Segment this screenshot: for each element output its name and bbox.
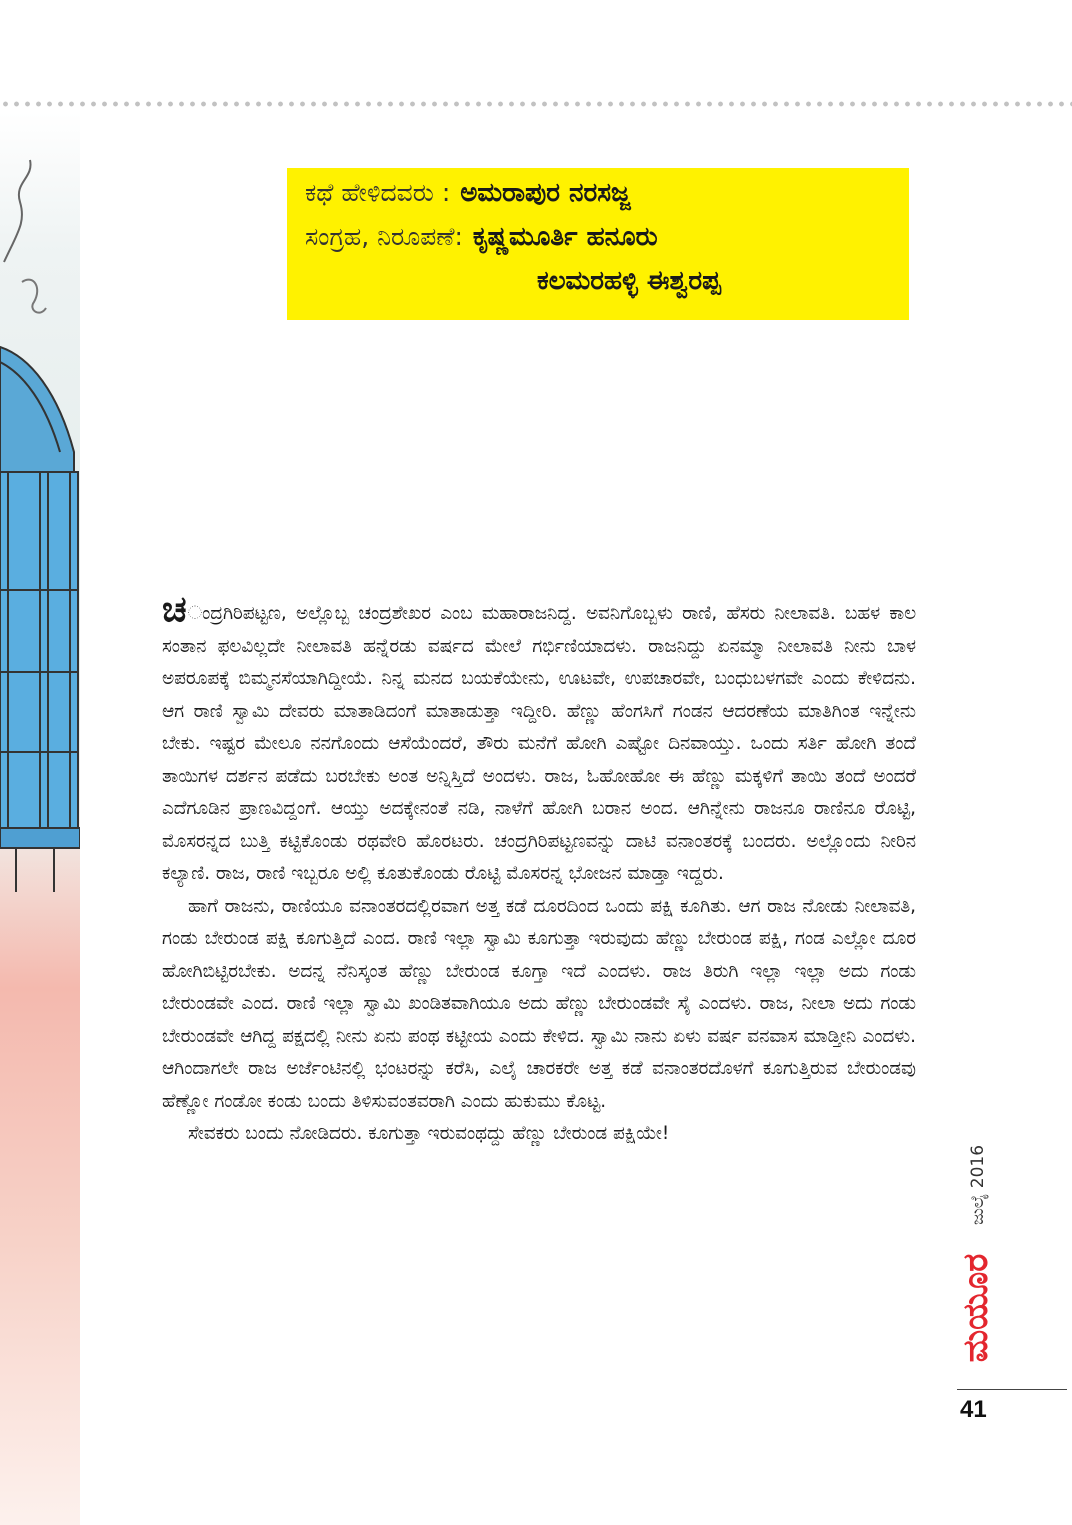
compiler-line-2	[305, 266, 891, 310]
folio-divider	[957, 1389, 1067, 1390]
compiler-line	[305, 222, 891, 266]
narrator-label: ಕಥೆ ಹೇಳಿದವರು :	[305, 178, 451, 207]
story-body	[162, 589, 916, 1151]
compiler-name-1: ಕೃಷ್ಣಮೂರ್ತಿ ಹನೂರು	[472, 222, 658, 252]
building-illustration	[0, 112, 80, 1525]
credits-box	[287, 168, 909, 320]
story-paragraph-1	[162, 589, 916, 891]
drop-cap: ಚ	[162, 589, 187, 630]
story-paragraph-3: ಸೇವಕರು ಬಂದು ನೋಡಿದರು. ಕೂಗುತ್ತಾ ಇರುವಂಥದ್ದು ಹೆಣ್ಣು ಬೇರುಂಡ ಪಕ್ಷಿಯೇ!	[188, 1123, 670, 1144]
narrator-name: ಅಮರಾಪುರ ನರಸಜ್ಜ	[460, 178, 631, 208]
compiler-name-2: ಕಲಮರಹಳ್ಳಿ ಈಶ್ವರಪ್ಪ	[537, 266, 721, 296]
page-number: 41	[960, 1396, 987, 1423]
issue-date	[958, 1130, 998, 1240]
paragraph-1-text: ಂದ್ರಗಿರಿಪಟ್ಟಣ, ಅಲ್ಲೊಬ್ಬ ಚಂದ್ರಶೇಖರ ಎಂಬ ಮಹಾರಾಜನಿದ್ದ. ಅವನಿಗೊಬ್ಬಳು ರಾಣಿ, ಹೆಸರು ನೀಲಾವತಿ. ಬಹಳ ಕಾಲ ಸಂತಾನ ಫಲವಿಲ್ಲದೇ ನೀಲಾವತಿ ಹನ್ನೆರಡು ವರ್ಷದ ಮೇಲೆ ಗರ್ಭಿಣಿಯಾದಳು. ರಾಜನಿದ್ದು ಏನಮ್ಮಾ ನೀಲಾವತಿ ನೀನು ಬಾಳ ಅಪರೂಪಕ್ಕೆ ಬಿಮ್ಮನಸೆಯಾಗಿದ್ದೀಯೆ. ನಿನ್ನ ಮನದ ಬಯಕೆಯೇನು, ಊಟವೇ, ಉಪಚಾರವೇ, ಬಂಧುಬಳಗವೇ ಎಂದು ಕೇಳಿದನು. ಆಗ ರಾಣಿ ಸ್ವಾಮಿ ದೇವರು ಮಾತಾಡಿದಂಗೆ ಮಾತಾಡುತ್ತಾ ಇದ್ದೀರಿ. ಹೆಣ್ಣು ಹೆಂಗಸಿಗೆ ಗಂಡನ ಆದರಣೆಯ ಮಾತಿಗಿಂತ ಇನ್ನೇನು ಬೇಕು. ಇಷ್ಟರ ಮೇಲೂ ನನಗೊಂದು ಆಸೆಯೆಂದರೆ, ತೌರು ಮನೆಗೆ ಹೋಗಿ ಎಷ್ಟೋ ದಿನವಾಯ್ತು. ಒಂದು ಸರ್ತಿ ಹೋಗಿ ತಂದೆ ತಾಯಿಗಳ ದರ್ಶನ ಪಡೆದು ಬರಬೇಕು ಅಂತ ಅನ್ನಿಸ್ತಿದೆ ಅಂದಳು. ರಾಜ, ಓಹೋಹೋ ಈ ಹೆಣ್ಣು ಮಕ್ಕಳಿಗೆ ತಾಯಿ ತಂದೆ ಅಂದರೆ ಎದೆಗೂಡಿನ ಪ್ರಾಣವಿದ್ದಂಗೆ. ಆಯ್ತು ಅದಕ್ಕೇನಂತೆ ನಡಿ, ನಾಳೆಗೆ ಹೋಗಿ ಬರಾನ ಅಂದ. ಆಗಿನ್ನೇನು ರಾಜನೂ ರಾಣಿನೂ ರೊಟ್ಟಿ, ಮೊಸರನ್ನದ ಬುತ್ತಿ ಕಟ್ಟಿಕೊಂಡು ರಥವೇರಿ ಹೊರಟರು. ಚಂದ್ರಗಿರಿಪಟ್ಟಣವನ್ನು ದಾಟಿ ವನಾಂತರಕ್ಕೆ ಬಂದರು. ಅಲ್ಲೊಂದು ನೀರಿನ ಕಲ್ಯಾಣಿ. ರಾಜ, ರಾಣಿ ಇಬ್ಬರೂ ಅಲ್ಲಿ ಕೂತುಕೊಂಡು ರೊಟ್ಟಿ ಮೊಸರನ್ನ ಭೋಜನ ಮಾಡ್ತಾ ಇದ್ದರು.	[162, 603, 916, 884]
compiler-label: ಸಂಗ್ರಹ, ನಿರೂಪಣೆ:	[305, 222, 463, 251]
magazine-name-text: ಮಯೂರ	[956, 1253, 996, 1363]
narrator-line	[305, 178, 891, 222]
magazine-name	[950, 1248, 1002, 1368]
dotted-divider	[0, 100, 1072, 108]
story-paragraph-2: ಹಾಗೆ ರಾಜನು, ರಾಣಿಯೂ ವನಾಂತರದಲ್ಲಿರವಾಗ ಅತ್ತ ಕಡೆ ದೂರದಿಂದ ಒಂದು ಪಕ್ಷಿ ಕೂಗಿತು. ಆಗ ರಾಜ ನೋಡು ನೀಲಾವತಿ, ಗಂಡು ಬೇರುಂಡ ಪಕ್ಷಿ ಕೂಗುತ್ತಿದೆ ಎಂದ. ರಾಣಿ ಇಲ್ಲಾ ಸ್ವಾಮಿ ಕೂಗುತ್ತಾ ಇರುವುದು ಹೆಣ್ಣು ಬೇರುಂಡ ಪಕ್ಷಿ, ಗಂಡ ಎಲ್ಲೋ ದೂರ ಹೋಗಿಬಿಟ್ಟಿರಬೇಕು. ಅದನ್ನ ನೆನಿಸ್ಕಂತ ಹೆಣ್ಣು ಬೇರುಂಡ ಕೂಗ್ತಾ ಇದೆ ಎಂದಳು. ರಾಜ ತಿರುಗಿ ಇಲ್ಲಾ ಇಲ್ಲಾ ಅದು ಗಂಡು ಬೇರುಂಡವೇ ಎಂದ. ರಾಣಿ ಇಲ್ಲಾ ಸ್ವಾಮಿ ಖಂಡಿತವಾಗಿಯೂ ಅದು ಹೆಣ್ಣು ಬೇರುಂಡವೇ ಸೈ ಎಂದಳು. ರಾಜ, ನೀಲಾ ಅದು ಗಂಡು ಬೇರುಂಡವೇ ಆಗಿದ್ದ ಪಕ್ಷದಲ್ಲಿ ನೀನು ಏನು ಪಂಥ ಕಟ್ಟೀಯ ಎಂದು ಕೇಳಿದ. ಸ್ವಾಮಿ ನಾನು ಏಳು ವರ್ಷ ವನವಾಸ ಮಾಡ್ತೀನಿ ಎಂದಳು. ಆಗಿಂದಾಗಲೇ ರಾಜ ಅರ್ಜೆಂಟಿನಲ್ಲಿ ಭಂಟರನ್ನು ಕರೆಸಿ, ಎಲೈ ಚಾರಕರೇ ಅತ್ತ ಕಡೆ ವನಾಂತರದೊಳಗೆ ಕೂಗುತ್ತಿರುವ ಬೇರುಂಡವು ಹೆಣ್ಣೋ ಗಂಡೋ ಕಂಡು ಬಂದು ತಿಳಿಸುವಂತವರಾಗಿ ಎಂದು ಹುಕುಮು ಕೊಟ್ಟ.	[162, 895, 916, 1112]
issue-date-text: ಜುಲೈ 2016	[968, 1144, 988, 1226]
